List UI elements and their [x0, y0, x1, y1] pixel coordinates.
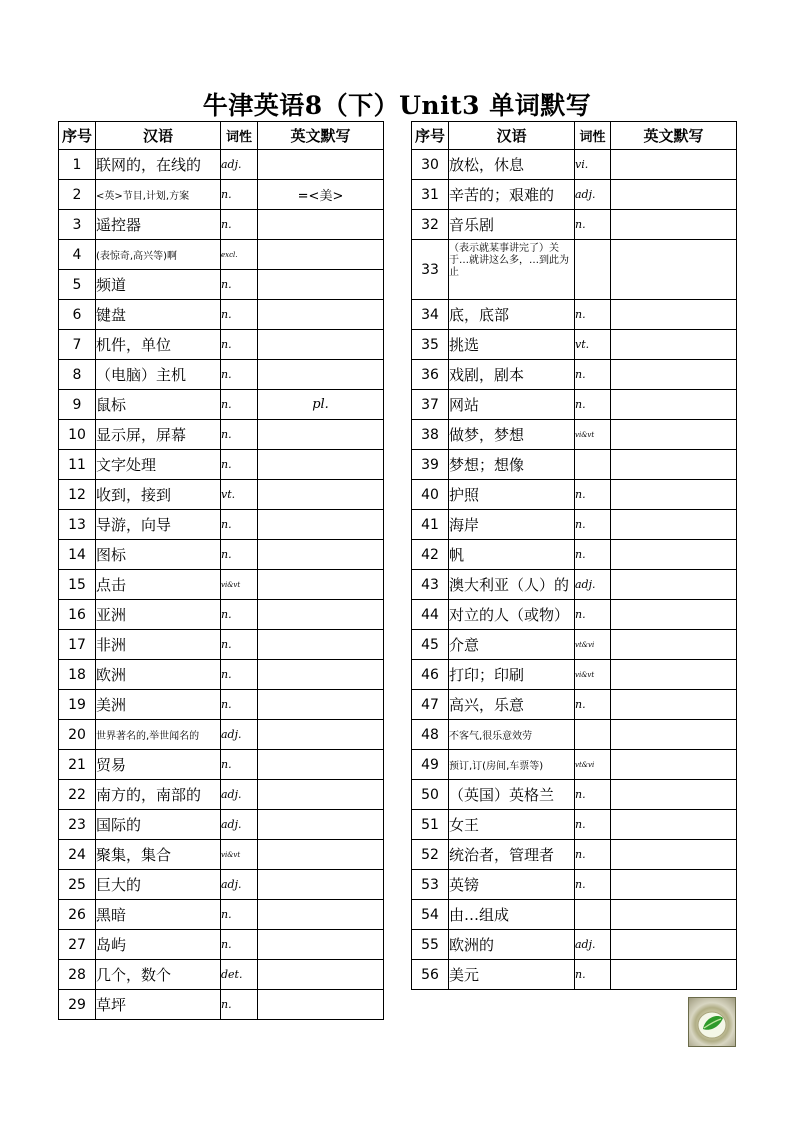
table-row — [412, 750, 737, 780]
table-row — [412, 930, 737, 960]
part-of-speech: adj. — [575, 930, 611, 960]
english-answer-cell[interactable] — [258, 270, 384, 300]
chinese-term: 海岸 — [449, 510, 575, 540]
table-row — [59, 930, 384, 960]
english-answer-cell[interactable] — [611, 570, 737, 600]
part-of-speech: n. — [221, 510, 258, 540]
vocab-table-left — [58, 121, 384, 1020]
row-number: 28 — [59, 960, 96, 990]
table-row — [59, 990, 384, 1020]
table-row — [59, 840, 384, 870]
row-number: 9 — [59, 390, 96, 420]
table-row — [59, 780, 384, 810]
row-number: 48 — [412, 720, 449, 750]
english-answer-cell[interactable] — [258, 840, 384, 870]
chinese-term: 文字处理 — [96, 450, 221, 480]
row-number: 19 — [59, 690, 96, 720]
part-of-speech: adj. — [575, 570, 611, 600]
row-number: 37 — [412, 390, 449, 420]
english-answer-cell[interactable] — [258, 150, 384, 180]
english-answer-cell[interactable] — [611, 870, 737, 900]
chinese-term: 护照 — [449, 480, 575, 510]
row-number: 24 — [59, 840, 96, 870]
row-number: 36 — [412, 360, 449, 390]
row-number: 25 — [59, 870, 96, 900]
chinese-term: 国际的 — [96, 810, 221, 840]
chinese-term: 不客气,很乐意效劳 — [449, 720, 575, 750]
english-answer-cell[interactable] — [611, 240, 737, 300]
english-answer-cell[interactable] — [258, 750, 384, 780]
row-number: 11 — [59, 450, 96, 480]
chinese-term: 导游，向导 — [96, 510, 221, 540]
part-of-speech: n. — [221, 900, 258, 930]
english-answer-cell[interactable] — [611, 420, 737, 450]
chinese-term: 欧洲 — [96, 660, 221, 690]
header-chinese: 汉语 — [96, 122, 221, 150]
chinese-term: 音乐剧 — [449, 210, 575, 240]
row-number: 39 — [412, 450, 449, 480]
table-row — [412, 540, 737, 570]
chinese-term: 显示屏，屏幕 — [96, 420, 221, 450]
row-number: 16 — [59, 600, 96, 630]
table-row — [412, 300, 737, 330]
row-number: 35 — [412, 330, 449, 360]
table-row — [59, 870, 384, 900]
part-of-speech: vt. — [221, 480, 258, 510]
table-row — [412, 330, 737, 360]
chinese-term: 巨大的 — [96, 870, 221, 900]
table-row — [59, 150, 384, 180]
part-of-speech: n. — [221, 210, 258, 240]
vocab-table-right — [411, 121, 737, 990]
chinese-term: 做梦，梦想 — [449, 420, 575, 450]
chinese-term: 底，底部 — [449, 300, 575, 330]
english-answer-cell[interactable] — [258, 300, 384, 330]
english-answer-cell[interactable] — [611, 480, 737, 510]
part-of-speech — [575, 900, 611, 930]
english-answer-cell[interactable] — [258, 930, 384, 960]
chinese-term: 放松，休息 — [449, 150, 575, 180]
row-number: 34 — [412, 300, 449, 330]
part-of-speech: vi&vt — [575, 660, 611, 690]
chinese-term: 美元 — [449, 960, 575, 990]
part-of-speech: adj. — [221, 150, 258, 180]
part-of-speech: n. — [575, 780, 611, 810]
table-row — [59, 570, 384, 600]
part-of-speech: n. — [221, 990, 258, 1020]
row-number: 3 — [59, 210, 96, 240]
english-answer-cell[interactable] — [611, 330, 737, 360]
part-of-speech: n. — [221, 630, 258, 660]
english-answer-cell[interactable] — [611, 390, 737, 420]
part-of-speech: n. — [221, 690, 258, 720]
row-number: 20 — [59, 720, 96, 750]
english-answer-cell[interactable] — [611, 300, 737, 330]
part-of-speech: vi&vt — [221, 840, 258, 870]
english-answer-cell[interactable] — [611, 810, 737, 840]
row-number: 41 — [412, 510, 449, 540]
english-answer-cell[interactable] — [258, 720, 384, 750]
english-answer-cell[interactable] — [611, 630, 737, 660]
english-answer-cell[interactable] — [611, 360, 737, 390]
table-row — [59, 960, 384, 990]
part-of-speech: n. — [221, 180, 258, 210]
part-of-speech: vt&vi — [575, 750, 611, 780]
row-number: 21 — [59, 750, 96, 780]
part-of-speech: n. — [221, 450, 258, 480]
chinese-term: 黑暗 — [96, 900, 221, 930]
english-answer-cell[interactable] — [611, 210, 737, 240]
english-answer-cell[interactable] — [258, 540, 384, 570]
row-number: 4 — [59, 240, 96, 270]
row-number: 31 — [412, 180, 449, 210]
page-title: 牛津英语8（下）Unit3 单词默写 — [202, 91, 592, 120]
part-of-speech: det. — [221, 960, 258, 990]
table-row — [412, 150, 737, 180]
part-of-speech: n. — [221, 930, 258, 960]
chinese-term: 贸易 — [96, 750, 221, 780]
english-answer-cell[interactable] — [258, 330, 384, 360]
table-row — [59, 750, 384, 780]
english-answer-cell[interactable] — [611, 960, 737, 990]
row-number: 53 — [412, 870, 449, 900]
english-answer-cell[interactable] — [258, 810, 384, 840]
part-of-speech: n. — [221, 600, 258, 630]
english-answer-cell[interactable] — [611, 900, 737, 930]
chinese-term: 网站 — [449, 390, 575, 420]
table-row — [412, 630, 737, 660]
table-row — [412, 810, 737, 840]
part-of-speech: n. — [575, 480, 611, 510]
part-of-speech: n. — [221, 750, 258, 780]
english-answer-cell[interactable] — [258, 870, 384, 900]
chinese-term: 挑选 — [449, 330, 575, 360]
part-of-speech: adj. — [221, 810, 258, 840]
row-number: 47 — [412, 690, 449, 720]
part-of-speech: n. — [575, 540, 611, 570]
chinese-term: 欧洲的 — [449, 930, 575, 960]
chinese-term: 对立的人（或物） — [449, 600, 575, 630]
header-no: 序号 — [412, 122, 449, 150]
header-english: 英文默写 — [258, 122, 384, 150]
english-answer-cell[interactable] — [611, 600, 737, 630]
table-row — [59, 240, 384, 270]
part-of-speech: n. — [575, 300, 611, 330]
header-pos: 词性 — [221, 122, 258, 150]
table-row — [412, 210, 737, 240]
chinese-term: （表示就某事讲完了）关于…就讲这么多，…到此为止 — [449, 240, 575, 300]
header-chinese: 汉语 — [449, 122, 575, 150]
part-of-speech: n. — [575, 360, 611, 390]
english-answer-cell[interactable] — [611, 840, 737, 870]
english-answer-cell[interactable] — [258, 480, 384, 510]
chinese-term: 南方的，南部的 — [96, 780, 221, 810]
part-of-speech: n. — [575, 960, 611, 990]
part-of-speech: vi. — [575, 150, 611, 180]
chinese-term: 预订,订(房间,车票等) — [449, 750, 575, 780]
english-answer-cell[interactable] — [611, 930, 737, 960]
table-row — [59, 690, 384, 720]
table-row — [412, 360, 737, 390]
row-number: 27 — [59, 930, 96, 960]
row-number: 8 — [59, 360, 96, 390]
part-of-speech: vt&vi — [575, 630, 611, 660]
chinese-term: 戏剧，剧本 — [449, 360, 575, 390]
english-answer-cell[interactable]: =<美> — [258, 180, 384, 210]
chinese-term: <英>节目,计划,方案 — [96, 180, 221, 210]
table-row — [59, 270, 384, 300]
chinese-term: （英国）英格兰 — [449, 780, 575, 810]
row-number: 45 — [412, 630, 449, 660]
table-row — [59, 420, 384, 450]
table-row — [412, 180, 737, 210]
part-of-speech: n. — [575, 870, 611, 900]
chinese-term: 亚洲 — [96, 600, 221, 630]
row-number: 26 — [59, 900, 96, 930]
part-of-speech — [575, 450, 611, 480]
table-row — [59, 390, 384, 420]
table-row — [59, 300, 384, 330]
part-of-speech: n. — [575, 210, 611, 240]
part-of-speech: n. — [575, 510, 611, 540]
row-number: 51 — [412, 810, 449, 840]
english-answer-cell[interactable] — [258, 600, 384, 630]
chinese-term: 点击 — [96, 570, 221, 600]
row-number: 2 — [59, 180, 96, 210]
row-number: 44 — [412, 600, 449, 630]
chinese-term: （电脑）主机 — [96, 360, 221, 390]
row-number: 5 — [59, 270, 96, 300]
row-number: 49 — [412, 750, 449, 780]
part-of-speech: n. — [575, 840, 611, 870]
row-number: 13 — [59, 510, 96, 540]
row-number: 23 — [59, 810, 96, 840]
english-answer-cell[interactable] — [611, 510, 737, 540]
table-row — [412, 480, 737, 510]
chinese-term: 英镑 — [449, 870, 575, 900]
table-row — [59, 510, 384, 540]
chinese-term: 统治者，管理者 — [449, 840, 575, 870]
table-header-row — [59, 122, 384, 150]
row-number: 17 — [59, 630, 96, 660]
table-row — [412, 690, 737, 720]
table-row — [412, 960, 737, 990]
english-answer-cell[interactable] — [611, 660, 737, 690]
chinese-term: 图标 — [96, 540, 221, 570]
english-answer-cell[interactable] — [611, 690, 737, 720]
table-row — [59, 900, 384, 930]
chinese-term: 频道 — [96, 270, 221, 300]
chinese-term: 收到，接到 — [96, 480, 221, 510]
table-row — [59, 180, 384, 210]
chinese-term: 联网的，在线的 — [96, 150, 221, 180]
part-of-speech: n. — [221, 300, 258, 330]
chinese-term: 介意 — [449, 630, 575, 660]
english-answer-cell[interactable] — [258, 630, 384, 660]
part-of-speech: excl. — [221, 240, 258, 270]
english-answer-cell[interactable]: pl. — [258, 390, 384, 420]
row-number: 46 — [412, 660, 449, 690]
part-of-speech: n. — [575, 690, 611, 720]
row-number: 40 — [412, 480, 449, 510]
table-row — [412, 900, 737, 930]
part-of-speech: n. — [575, 600, 611, 630]
row-number: 42 — [412, 540, 449, 570]
chinese-term: 打印；印刷 — [449, 660, 575, 690]
chinese-term: 女王 — [449, 810, 575, 840]
row-number: 54 — [412, 900, 449, 930]
chinese-term: 键盘 — [96, 300, 221, 330]
part-of-speech: n. — [575, 810, 611, 840]
chinese-term: 帆 — [449, 540, 575, 570]
row-number: 14 — [59, 540, 96, 570]
row-number: 55 — [412, 930, 449, 960]
row-number: 38 — [412, 420, 449, 450]
part-of-speech: adj. — [575, 180, 611, 210]
row-number: 52 — [412, 840, 449, 870]
header-pos: 词性 — [575, 122, 611, 150]
row-number: 18 — [59, 660, 96, 690]
part-of-speech: n. — [221, 660, 258, 690]
chinese-term: 几个，数个 — [96, 960, 221, 990]
part-of-speech: vi&vt — [221, 570, 258, 600]
table-row — [59, 630, 384, 660]
header-no: 序号 — [59, 122, 96, 150]
table-row — [412, 390, 737, 420]
chinese-term: 世界著名的,举世闻名的 — [96, 720, 221, 750]
english-answer-cell[interactable] — [258, 960, 384, 990]
chinese-term: 辛苦的；艰难的 — [449, 180, 575, 210]
header-english: 英文默写 — [611, 122, 737, 150]
chinese-term: 草坪 — [96, 990, 221, 1020]
row-number: 22 — [59, 780, 96, 810]
row-number: 30 — [412, 150, 449, 180]
english-answer-cell[interactable] — [258, 780, 384, 810]
part-of-speech: n. — [221, 270, 258, 300]
english-answer-cell[interactable] — [258, 450, 384, 480]
english-answer-cell[interactable] — [258, 420, 384, 450]
row-number: 7 — [59, 330, 96, 360]
table-row — [59, 660, 384, 690]
chinese-term: 聚集，集合 — [96, 840, 221, 870]
row-number: 1 — [59, 150, 96, 180]
english-answer-cell[interactable] — [258, 900, 384, 930]
row-number: 6 — [59, 300, 96, 330]
row-number: 12 — [59, 480, 96, 510]
english-answer-cell[interactable] — [611, 720, 737, 750]
table-row — [59, 540, 384, 570]
part-of-speech: n. — [575, 390, 611, 420]
table-row — [412, 840, 737, 870]
chinese-term: 梦想；想像 — [449, 450, 575, 480]
table-header-row — [412, 122, 737, 150]
chinese-term: 岛屿 — [96, 930, 221, 960]
chinese-term: 澳大利亚（人）的 — [449, 570, 575, 600]
english-answer-cell[interactable] — [258, 510, 384, 540]
table-row — [59, 600, 384, 630]
english-answer-cell[interactable] — [611, 780, 737, 810]
row-number: 15 — [59, 570, 96, 600]
table-row — [412, 870, 737, 900]
english-answer-cell[interactable] — [611, 450, 737, 480]
english-answer-cell[interactable] — [258, 660, 384, 690]
english-answer-cell[interactable] — [258, 360, 384, 390]
table-row — [59, 330, 384, 360]
english-answer-cell[interactable] — [611, 150, 737, 180]
table-row — [412, 450, 737, 480]
table-row — [412, 570, 737, 600]
row-number: 33 — [412, 240, 449, 300]
part-of-speech: n. — [221, 540, 258, 570]
chinese-term: 非洲 — [96, 630, 221, 660]
chinese-term: 遥控器 — [96, 210, 221, 240]
chinese-term: 高兴，乐意 — [449, 690, 575, 720]
table-row — [412, 420, 737, 450]
english-answer-cell[interactable] — [258, 240, 384, 270]
row-number: 32 — [412, 210, 449, 240]
table-row — [412, 510, 737, 540]
english-answer-cell[interactable] — [611, 540, 737, 570]
tea-cup-leaf-icon — [688, 997, 736, 1047]
part-of-speech: vt. — [575, 330, 611, 360]
english-answer-cell[interactable] — [611, 750, 737, 780]
part-of-speech: n. — [221, 420, 258, 450]
row-number: 56 — [412, 960, 449, 990]
chinese-term: 鼠标 — [96, 390, 221, 420]
part-of-speech — [575, 720, 611, 750]
table-row — [59, 810, 384, 840]
table-row — [59, 450, 384, 480]
row-number: 10 — [59, 420, 96, 450]
english-answer-cell[interactable] — [258, 570, 384, 600]
table-row — [412, 780, 737, 810]
table-row — [59, 480, 384, 510]
part-of-speech — [575, 240, 611, 300]
row-number: 50 — [412, 780, 449, 810]
chinese-term: (表惊奇,高兴等)啊 — [96, 240, 221, 270]
english-answer-cell[interactable] — [258, 690, 384, 720]
part-of-speech: n. — [221, 360, 258, 390]
row-number: 43 — [412, 570, 449, 600]
part-of-speech: adj. — [221, 720, 258, 750]
row-number: 29 — [59, 990, 96, 1020]
english-answer-cell[interactable] — [611, 180, 737, 210]
table-row — [59, 720, 384, 750]
chinese-term: 机件，单位 — [96, 330, 221, 360]
table-row — [59, 360, 384, 390]
english-answer-cell[interactable] — [258, 210, 384, 240]
table-row — [59, 210, 384, 240]
table-row — [412, 240, 737, 300]
chinese-term: 由…组成 — [449, 900, 575, 930]
part-of-speech: adj. — [221, 870, 258, 900]
part-of-speech: vi&vt — [575, 420, 611, 450]
table-row — [412, 600, 737, 630]
part-of-speech: adj. — [221, 780, 258, 810]
chinese-term: 美洲 — [96, 690, 221, 720]
english-answer-cell[interactable] — [258, 990, 384, 1020]
part-of-speech: n. — [221, 390, 258, 420]
table-row — [412, 660, 737, 690]
table-row — [412, 720, 737, 750]
part-of-speech: n. — [221, 330, 258, 360]
